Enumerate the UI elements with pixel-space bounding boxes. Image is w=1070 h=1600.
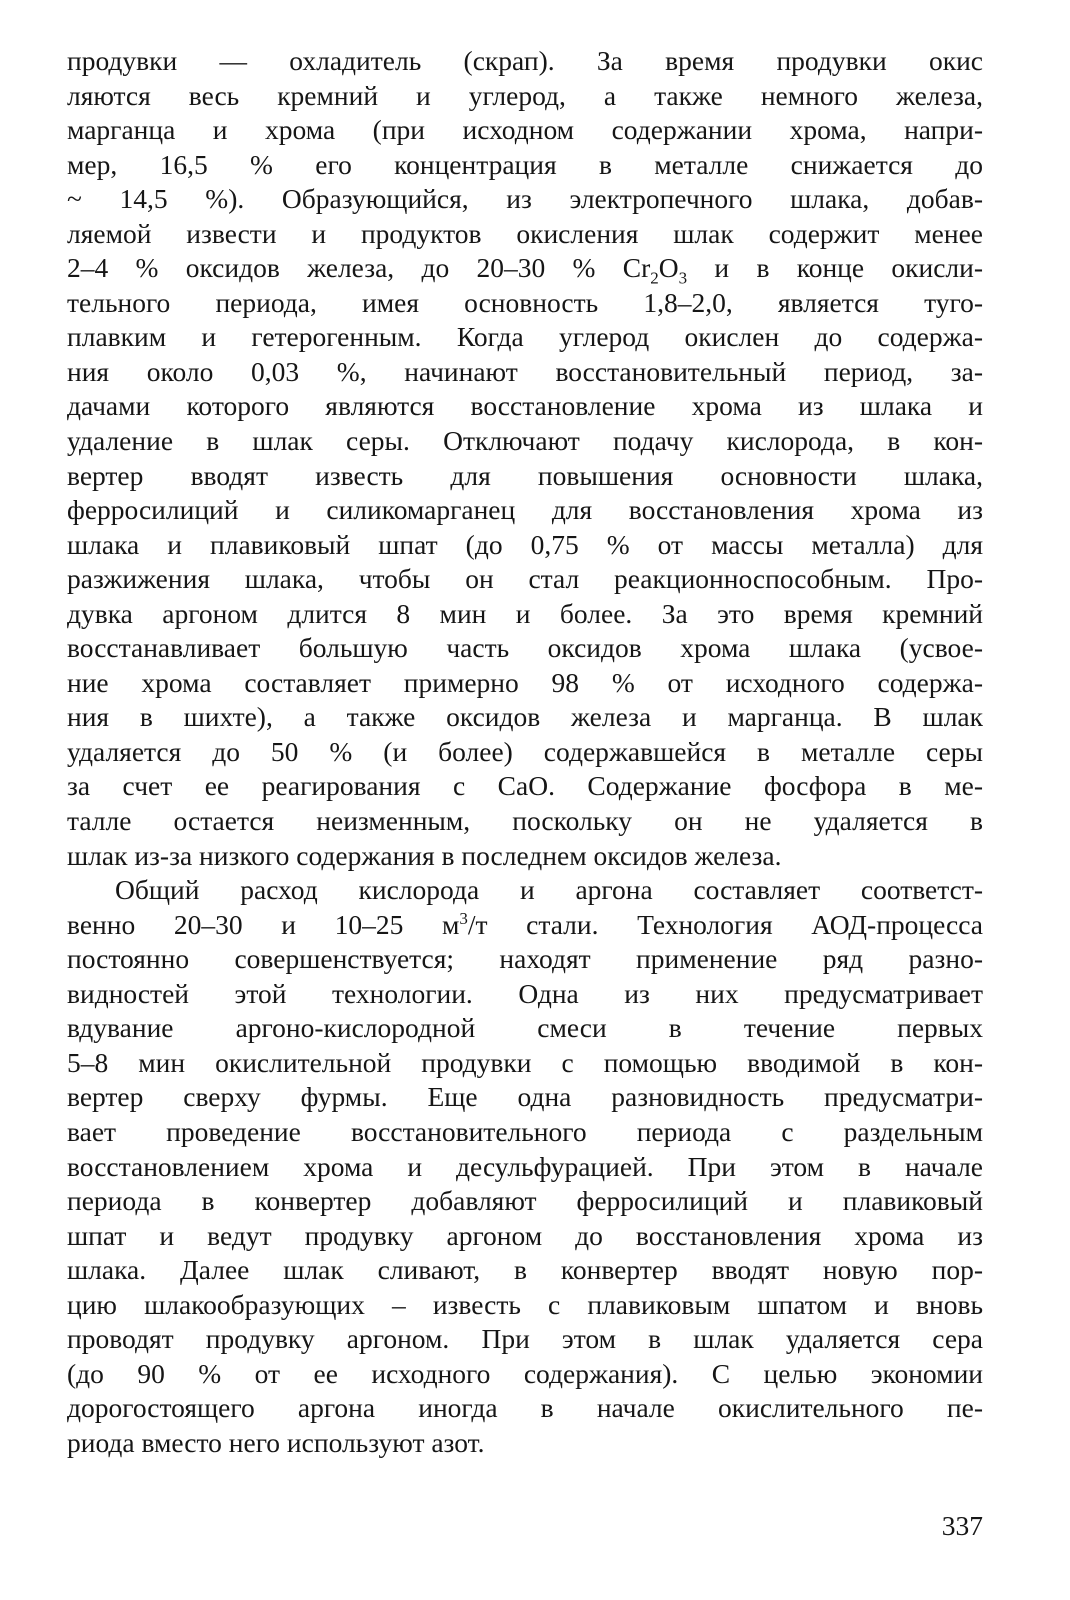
formula-text: 2–4 % оксидов железа, до 20–30 % Cr bbox=[67, 252, 651, 284]
text-line: удаление в шлак серы. Отключают подачу кислорода, в кон- bbox=[67, 425, 983, 457]
text-line: талле остается неизменным, поскольку он не удаляется в bbox=[67, 805, 983, 837]
text-line: 5–8 мин окислительной продувки с помощью вводимой в кон- bbox=[67, 1046, 983, 1078]
text-line: шпат и ведут продувку аргоном до восстановления хрома из bbox=[67, 1219, 983, 1251]
text-line: ляемой извести и продуктов окисления шлак содержит менее bbox=[67, 217, 983, 249]
text-line-formula bbox=[67, 251, 983, 286]
formula-text: венно 20–30 и 10–25 м bbox=[67, 908, 460, 940]
formula-superscript: 3 bbox=[459, 908, 468, 928]
text-line: мер, 16,5 % его концентрация в металле снижается до bbox=[67, 148, 983, 180]
text-line: вертер вводят известь для повышения основности шлака, bbox=[67, 459, 983, 491]
text-line: ние хрома составляет примерно 98 % от исходного содержа- bbox=[67, 666, 983, 698]
text-line: ферросилиций и силикомарганец для восстановления хрома из bbox=[67, 494, 983, 526]
text-line: риода вместо него используют азот. bbox=[67, 1426, 485, 1458]
text-line-formula bbox=[67, 908, 983, 943]
text-line: марганца и хрома (при исходном содержании хрома, напри- bbox=[67, 114, 983, 146]
text-line: периода в конвертер добавляют ферросилиций и плавиковый bbox=[67, 1185, 983, 1217]
text-line: дачами которого являются восстановление хрома из шлака и bbox=[67, 390, 983, 422]
text-line: тельного периода, имея основность 1,8–2,0, является туго- bbox=[67, 286, 983, 318]
text-line: Общий расход кислорода и аргона составляет соответст- bbox=[115, 874, 983, 906]
text-line: видностей этой технологии. Одна из них предусматривает bbox=[67, 977, 983, 1009]
text-line: ния в шихте), а также оксидов железа и марганца. В шлак bbox=[67, 701, 983, 733]
text-line: шлак из-за низкого содержания в последнем оксидов железа. bbox=[67, 839, 782, 871]
page-number: 337 bbox=[941, 1510, 983, 1541]
text-line: восстановлением хрома и десульфурацией. При этом в начале bbox=[67, 1150, 983, 1182]
text-line: ния около 0,03 %, начинают восстановительный период, за- bbox=[67, 355, 983, 387]
formula-text: /т стали. Технология АОД-процесса bbox=[467, 908, 983, 940]
text-line: за счет ее реагирования с CaO. Содержание фосфора в ме- bbox=[67, 770, 983, 802]
formula-text: и в конце окисли- bbox=[687, 252, 983, 284]
text-line: плавким и гетерогенным. Когда углерод окислен до содержа- bbox=[67, 321, 983, 353]
text-line: цию шлакообразующих – известь с плавиковым шпатом и вновь bbox=[67, 1288, 983, 1320]
formula-subscript: 3 bbox=[678, 268, 688, 286]
page-body bbox=[67, 44, 983, 1460]
text-line: восстанавливает большую часть оксидов хрома шлака (усвое- bbox=[67, 632, 983, 664]
text-line: вдувание аргоно-кислородной смеси в течение первых bbox=[67, 1012, 983, 1044]
text-line: дувка аргоном длится 8 мин и более. За это время кремний bbox=[67, 597, 983, 629]
text-line: удаляется до 50 % (и более) содержавшейся в металле серы bbox=[67, 735, 983, 767]
text-line: проводят продувку аргоном. При этом в шлак удаляется сера bbox=[67, 1323, 983, 1355]
text-line: ляются весь кремний и углерод, а также немного железа, bbox=[67, 79, 983, 111]
paragraph-1 bbox=[67, 44, 983, 873]
formula-text: O bbox=[658, 252, 679, 284]
paragraph-2 bbox=[67, 873, 983, 1460]
text-line: дорогостоящего аргона иногда в начале окислительного пе- bbox=[67, 1392, 983, 1424]
formula-subscript: 2 bbox=[650, 268, 659, 286]
text-line: продувки — охладитель (скрап). За время продувки окис bbox=[67, 45, 983, 76]
text-line: (до 90 % от ее исходного содержания). С целью экономии bbox=[67, 1357, 983, 1389]
text-line: разжижения шлака, чтобы он стал реакционноспособным. Про- bbox=[67, 563, 983, 595]
text-line: вает проведение восстановительного периода с раздельным bbox=[67, 1115, 983, 1147]
text-line: шлака и плавиковый шпат (до 0,75 % от массы металла) для bbox=[67, 528, 983, 560]
text-line: ~ 14,5 %). Образующийся, из электропечного шлака, добав- bbox=[67, 183, 983, 215]
text-line: постоянно совершенствуется; находят применение ряд разно- bbox=[67, 943, 983, 975]
text-line: шлака. Далее шлак сливают, в конвертер вводят новую пор- bbox=[67, 1254, 983, 1286]
text-line: вертер сверху фурмы. Еще одна разновидность предусматри- bbox=[67, 1081, 983, 1113]
